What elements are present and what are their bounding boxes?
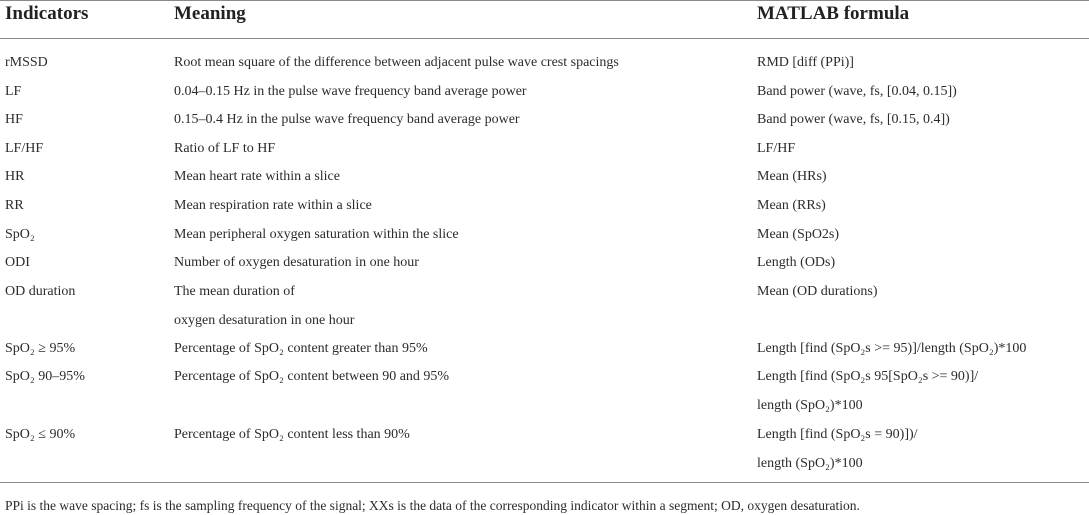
header-indicators: Indicators — [5, 3, 89, 24]
row-indicator: SpO₂ — [5, 227, 35, 242]
row-indicator: RR — [5, 198, 24, 213]
row-formula: length (SpO₂)*100 — [757, 456, 863, 471]
row-indicator: ODI — [5, 255, 30, 270]
row-meaning: Percentage of SpO₂ content between 90 and 95% — [174, 369, 450, 384]
table-top-rule — [0, 0, 1089, 1]
row-formula: Mean (HRs) — [757, 169, 827, 184]
row-formula: Length [find (SpO₂s 95[SpO₂s >= 90)]/ — [757, 369, 979, 384]
row-formula: Mean (SpO2s) — [757, 227, 840, 242]
row-formula: LF/HF — [757, 141, 796, 156]
row-formula: Length [find (SpO₂s = 90)])/ — [757, 427, 918, 442]
row-indicator: OD duration — [5, 284, 76, 299]
row-formula: RMD [diff (PPi)] — [757, 55, 854, 70]
row-indicator: SpO₂ 90–95% — [5, 369, 85, 384]
row-formula: Mean (OD durations) — [757, 284, 878, 299]
row-formula: Length [find (SpO₂s >= 95)]/length (SpO₂)*100 — [757, 341, 1027, 356]
row-formula: length (SpO₂)*100 — [757, 398, 863, 413]
header-rule — [0, 38, 1089, 39]
row-meaning: oxygen desaturation in one hour — [174, 313, 355, 328]
row-meaning: The mean duration of — [174, 284, 295, 299]
row-formula: Length (ODs) — [757, 255, 836, 270]
row-indicator: HR — [5, 169, 25, 184]
header-meaning: Meaning — [174, 3, 246, 24]
row-meaning: Number of oxygen desaturation in one hour — [174, 255, 419, 270]
row-indicator: SpO₂ ≤ 90% — [5, 427, 76, 442]
row-meaning: Mean peripheral oxygen saturation within the slice — [174, 227, 459, 242]
row-meaning: 0.15–0.4 Hz in the pulse wave frequency band average power — [174, 112, 520, 127]
row-meaning: Root mean square of the difference between adjacent pulse wave crest spacings — [174, 55, 619, 70]
table-footnote: PPi is the wave spacing; fs is the sampling frequency of the signal; XXs is the data of the corresponding indicator within a segment; OD, oxygen desaturation. — [5, 498, 860, 513]
table-bottom-rule — [0, 482, 1089, 483]
row-indicator: SpO₂ ≥ 95% — [5, 341, 76, 356]
row-indicator: LF — [5, 84, 22, 99]
row-meaning: Mean heart rate within a slice — [174, 169, 340, 184]
row-formula: Mean (RRs) — [757, 198, 826, 213]
row-meaning: Percentage of SpO₂ content greater than 95% — [174, 341, 428, 356]
row-meaning: Mean respiration rate within a slice — [174, 198, 372, 213]
row-meaning: 0.04–0.15 Hz in the pulse wave frequency band average power — [174, 84, 527, 99]
row-indicator: LF/HF — [5, 141, 44, 156]
row-indicator: HF — [5, 112, 23, 127]
row-meaning: Ratio of LF to HF — [174, 141, 276, 156]
header-matlab-formula: MATLAB formula — [757, 3, 910, 24]
row-formula: Band power (wave, fs, [0.15, 0.4]) — [757, 112, 950, 127]
row-formula: Band power (wave, fs, [0.04, 0.15]) — [757, 84, 957, 99]
row-indicator: rMSSD — [5, 55, 48, 70]
row-meaning: Percentage of SpO₂ content less than 90% — [174, 427, 410, 442]
